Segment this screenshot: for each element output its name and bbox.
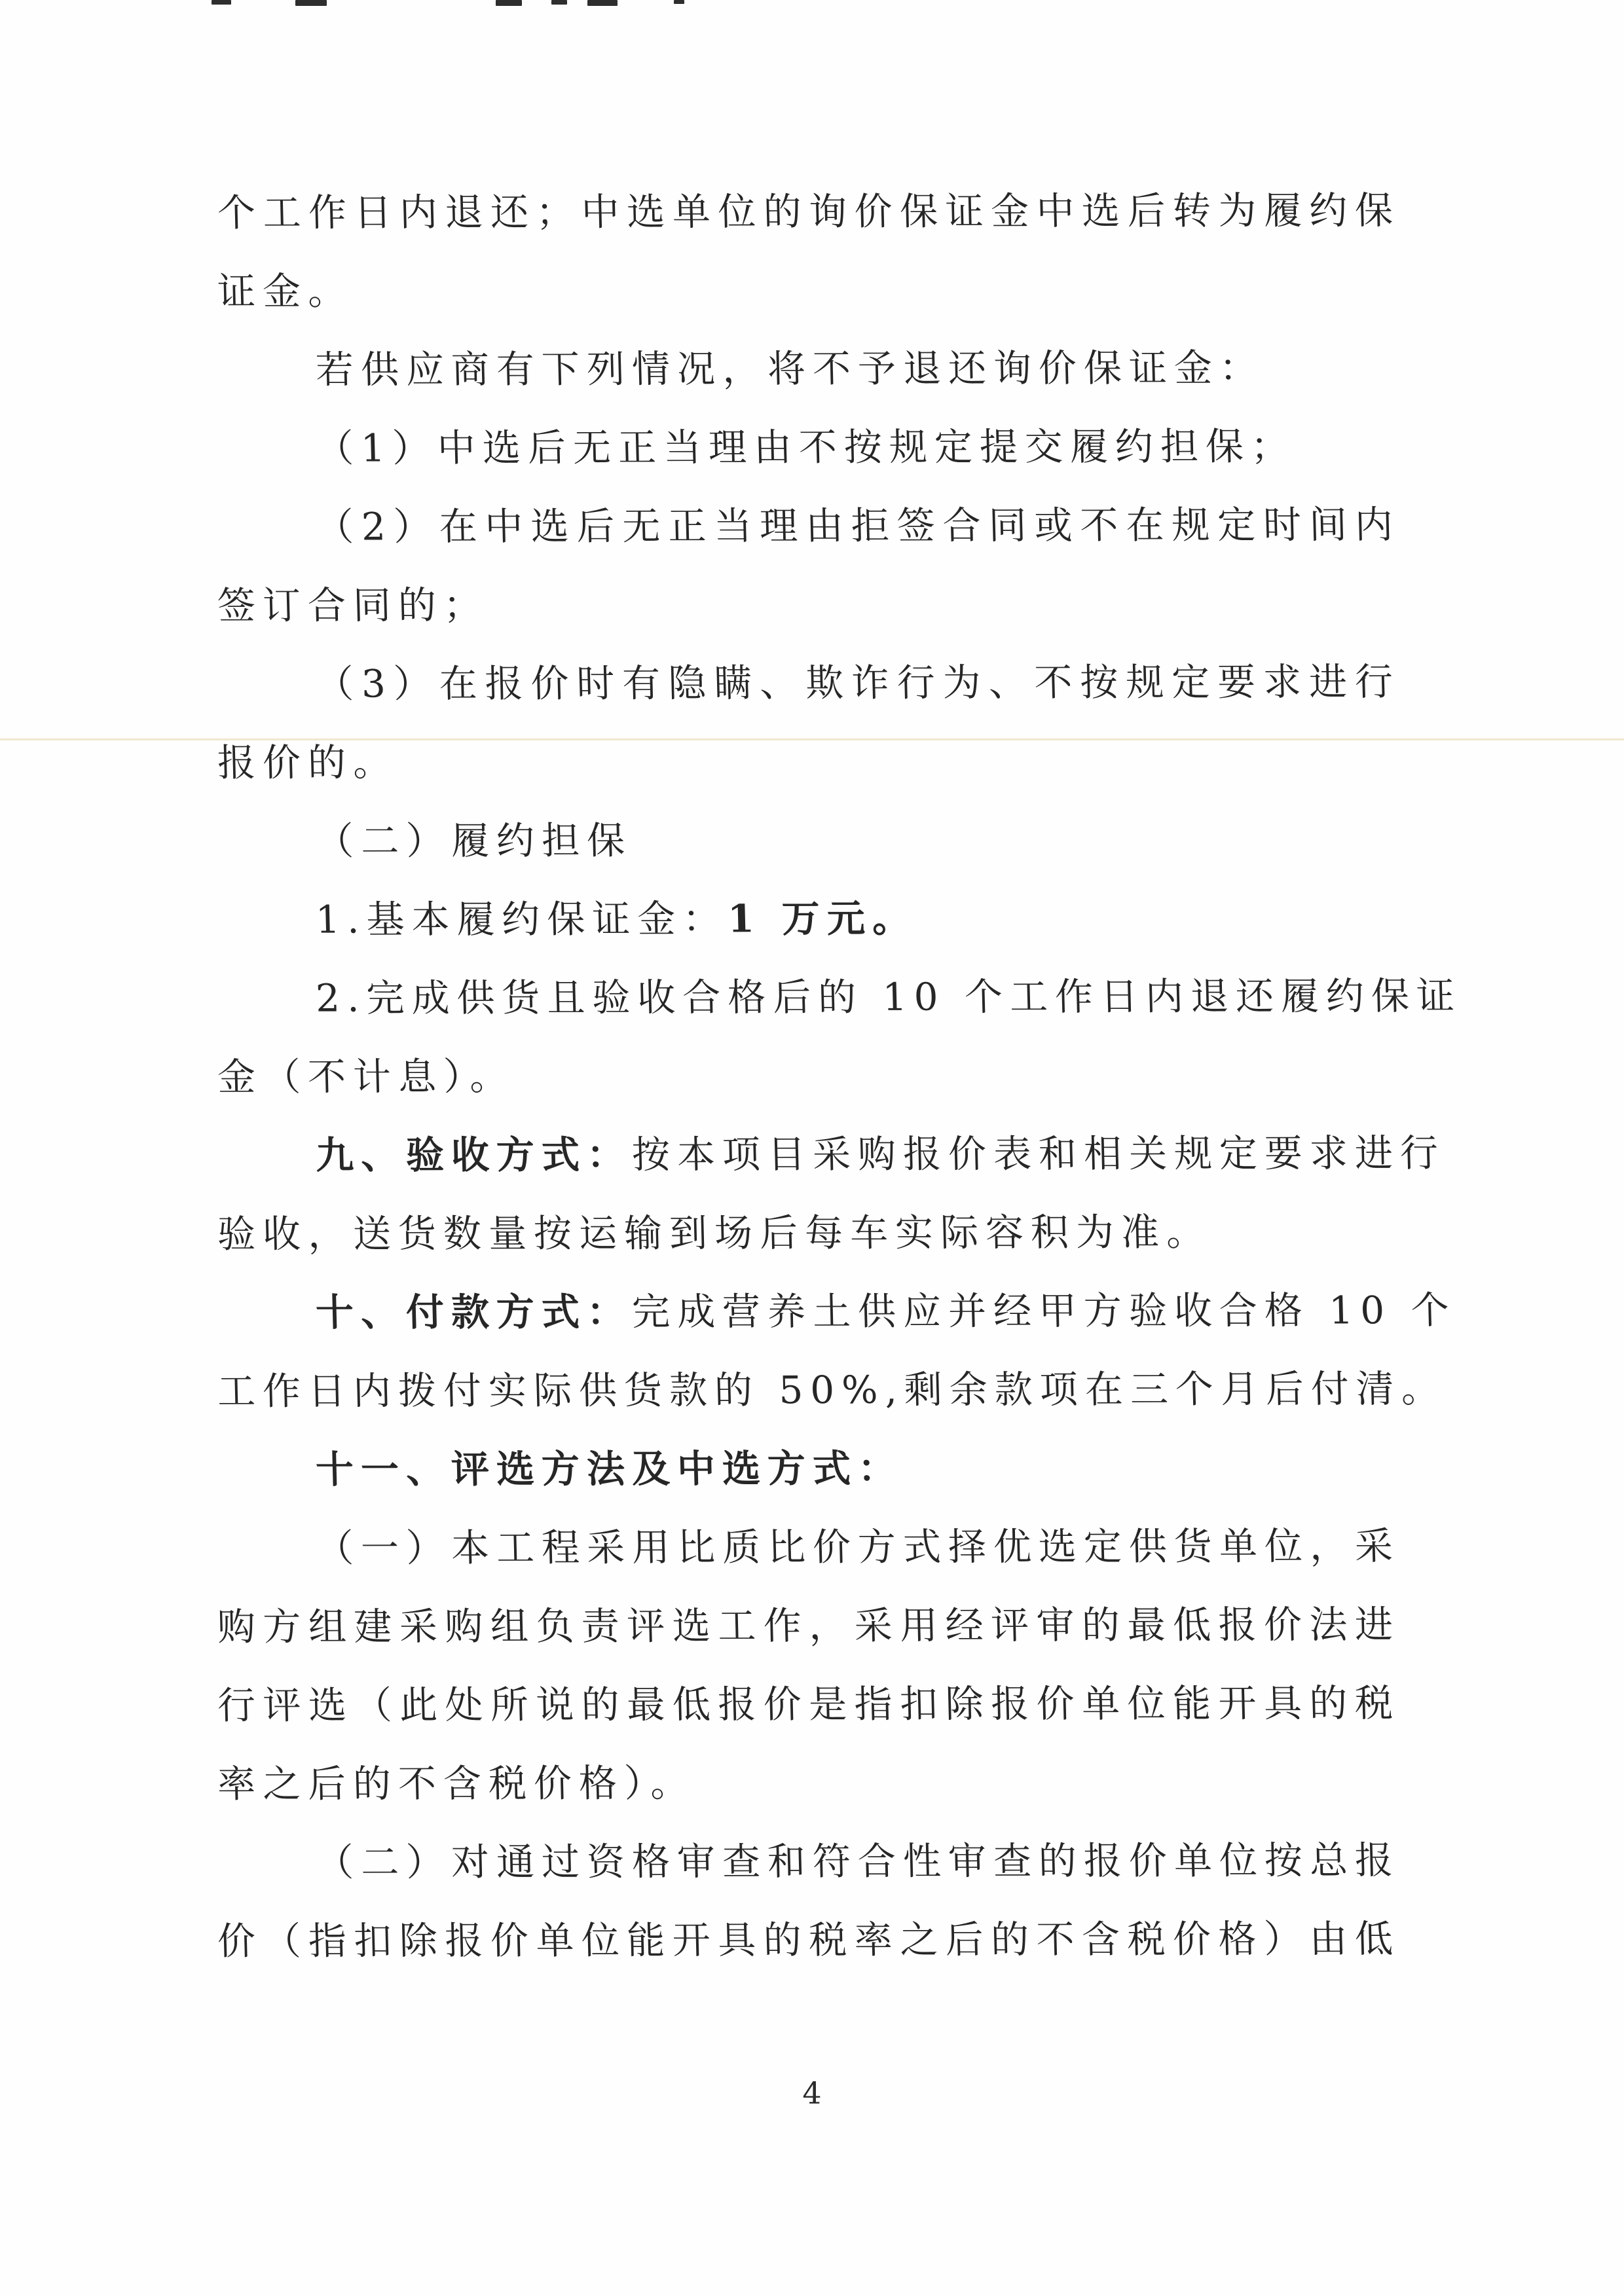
text-segment: （3）在报价时有隐瞒、欺诈行为、不按规定要求进行 [315,659,1401,706]
text-line [217,564,1401,645]
scan-artifact [551,0,567,5]
text-segment: 价（指扣除报价单位能开具的税率之后的不含税价格）由低 [217,1916,1401,1963]
text-segment-bold: 九、验收方式： [315,1132,633,1178]
text-segment: 金（不计息）。 [217,1054,515,1099]
text-segment: 率之后的不含税价格）。 [217,1760,696,1806]
text-segment: 验收，送货数量按运输到场后每车实际容积为准。 [217,1209,1212,1256]
text-line [217,328,1401,409]
text-line [217,1192,1401,1273]
text-segment: （一）本工程采用比质比价方式择优选定供货单位，采 [315,1523,1401,1571]
scan-artifact [212,0,231,5]
text-segment: 工作日内拨付实际供货款的 50%,剩余款项在三个月后付清。 [217,1366,1447,1413]
text-segment: 购方组建采购组负责评选工作，采用经评审的最低报价法进 [217,1602,1401,1649]
text-segment-bold: 1 万元。 [727,896,918,941]
text-line [217,407,1401,488]
text-line [217,799,1401,881]
text-segment: 2.完成供货且验收合格后的 10 个工作日内退还履约保证 [315,974,1462,1021]
text-segment: （2）在中选后无正当理由拒签合同或不在规定时间内 [315,502,1401,549]
text-segment: 证金。 [217,268,354,314]
text-line [217,1742,1401,1823]
text-segment: 行评选（此处所说的最低报价是指扣除报价单位能开具的税 [217,1681,1401,1728]
text-line [217,171,1401,252]
text-line [217,249,1401,331]
text-line [217,642,1401,723]
text-line [217,878,1401,959]
text-line [217,1664,1401,1745]
scan-artifact [295,0,327,6]
text-segment: 若供应商有下列情况，将不予退还询价保证金： [315,345,1265,392]
text-segment: 个工作日内退还；中选单位的询价保证金中选后转为履约保 [217,188,1401,235]
text-line [217,721,1401,802]
text-line [217,1899,1401,1980]
text-line [217,1349,1447,1430]
text-line [217,1271,1457,1352]
text-line [217,1428,1401,1509]
text-segment: 签订合同的； [217,583,489,628]
text-line [217,1506,1401,1588]
page-number: 4 [802,2075,822,2111]
text-segment: （二）履约担保 [315,818,633,864]
text-segment-bold: 十、付款方式： [315,1289,633,1335]
text-segment: 报价的。 [217,740,399,785]
text-line [217,957,1462,1038]
text-segment: （二）对通过资格审查和符合性审查的报价单位按总报 [315,1838,1401,1885]
text-line [217,1821,1401,1902]
scan-artifact [587,0,618,6]
text-segment: （1）中选后无正当理由不按规定提交履约担保； [315,424,1297,471]
text-line [217,1585,1401,1666]
text-segment-bold: 十一、评选方法及中选方式： [315,1446,904,1492]
text-segment: 1.基本履约保证金： [315,896,729,942]
text-line [217,1035,1401,1116]
text-line [217,1114,1446,1195]
text-line [217,485,1401,566]
scan-artifact [496,0,522,6]
text-segment: 完成营养土供应并经甲方验收合格 10 个 [631,1288,1457,1334]
text-segment: 按本项目采购报价表和相关规定要求进行 [631,1131,1446,1177]
document-body [217,173,1462,1980]
scan-artifact [674,0,684,4]
